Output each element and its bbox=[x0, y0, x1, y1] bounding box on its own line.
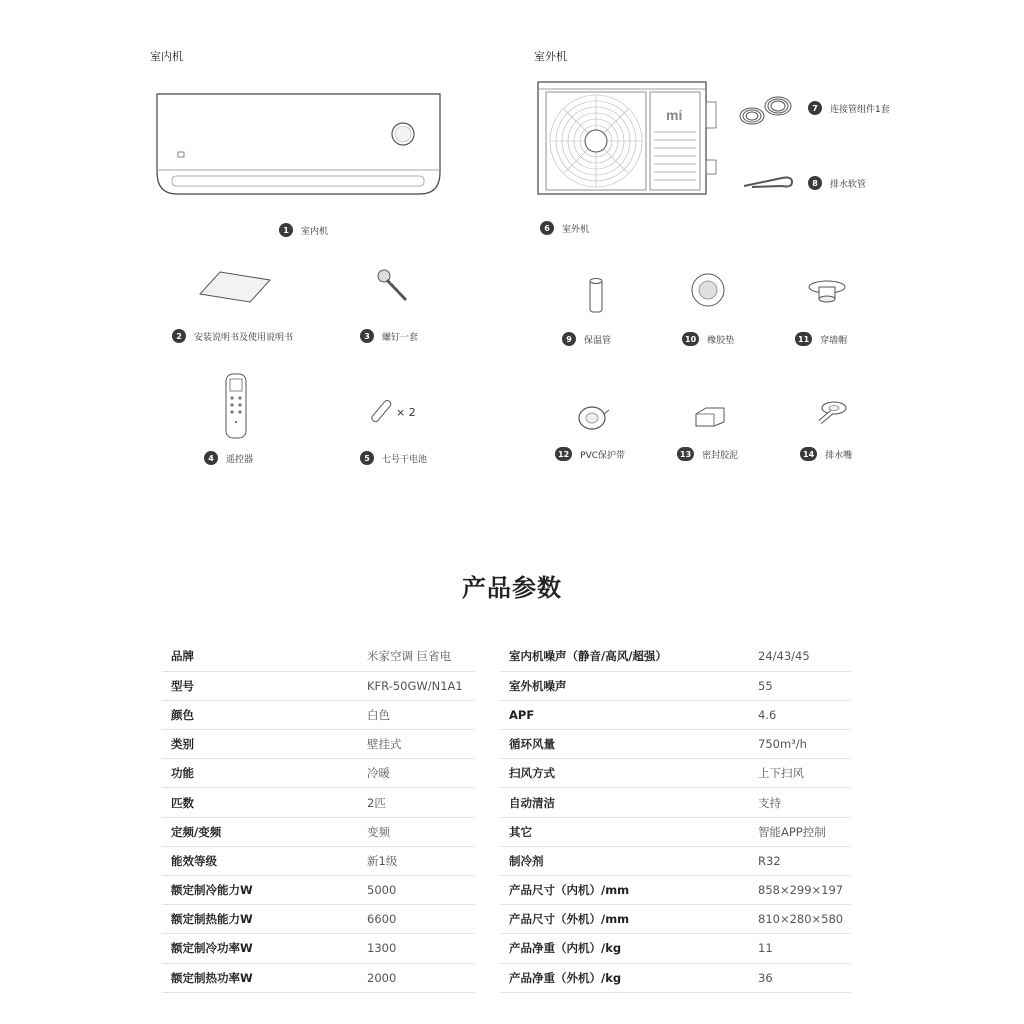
outdoor-unit-icon bbox=[534, 80, 720, 196]
param-value: 750m³/h bbox=[758, 730, 851, 759]
param-value: 米家空调 巨省电 bbox=[367, 642, 475, 671]
param-value: 支持 bbox=[758, 788, 851, 817]
item-drain-hose bbox=[808, 176, 866, 190]
param-row bbox=[162, 642, 475, 671]
param-value: 2匹 bbox=[367, 788, 475, 817]
param-row bbox=[162, 759, 475, 788]
param-row bbox=[162, 817, 475, 846]
param-value: 上下扫风 bbox=[758, 759, 851, 788]
item-rubber-pad bbox=[682, 332, 734, 346]
battery-icon bbox=[370, 398, 396, 424]
pipe-coil-icon bbox=[736, 92, 798, 130]
param-value: KFR-50GW/N1A1 bbox=[367, 671, 475, 700]
param-value: 810×280×580 bbox=[758, 905, 851, 934]
param-row bbox=[162, 963, 475, 992]
param-key: 能效等级 bbox=[162, 846, 367, 875]
param-key: 额定制热能力W bbox=[162, 905, 367, 934]
param-key: 其它 bbox=[500, 817, 758, 846]
param-key: 品牌 bbox=[162, 642, 367, 671]
param-key: APF bbox=[500, 700, 758, 729]
param-row bbox=[500, 963, 851, 992]
item-label: 七号干电池 bbox=[382, 454, 428, 465]
param-value: 变频 bbox=[367, 817, 475, 846]
item-number-badge: 11 bbox=[795, 332, 812, 346]
param-key: 类别 bbox=[162, 730, 367, 759]
item-number-badge: 3 bbox=[360, 329, 374, 343]
param-key: 额定制冷能力W bbox=[162, 876, 367, 905]
param-value: 5000 bbox=[367, 876, 475, 905]
wall-cap-icon bbox=[806, 278, 848, 306]
param-row bbox=[500, 642, 851, 671]
param-row bbox=[500, 700, 851, 729]
item-pvc-tape bbox=[555, 447, 625, 461]
pvc-tape-icon bbox=[576, 404, 610, 432]
param-value: 24/43/45 bbox=[758, 642, 851, 671]
indoor-unit-icon bbox=[154, 92, 444, 198]
param-value: 智能APP控制 bbox=[758, 817, 851, 846]
param-value: 新1级 bbox=[367, 846, 475, 875]
param-value: 36 bbox=[758, 963, 851, 992]
param-row bbox=[162, 934, 475, 963]
drain-nozzle-icon bbox=[810, 398, 850, 432]
param-row bbox=[162, 788, 475, 817]
param-key: 型号 bbox=[162, 671, 367, 700]
param-value: 858×299×197 bbox=[758, 876, 851, 905]
remote-control-icon bbox=[224, 372, 248, 440]
param-row bbox=[162, 730, 475, 759]
item-number-badge: 9 bbox=[562, 332, 576, 346]
item-label: 橡胶垫 bbox=[707, 335, 735, 346]
outdoor-brand-logo: mi bbox=[666, 107, 683, 123]
item-battery bbox=[360, 451, 427, 465]
rubber-pad-icon bbox=[690, 272, 726, 308]
param-row bbox=[162, 876, 475, 905]
param-row bbox=[500, 788, 851, 817]
item-outdoor-unit bbox=[540, 221, 589, 235]
item-label: 穿墙帽 bbox=[820, 335, 848, 346]
outdoor-section-label: 室外机 bbox=[534, 50, 567, 63]
param-value: 2000 bbox=[367, 963, 475, 992]
param-value: 11 bbox=[758, 934, 851, 963]
item-label: PVC保护带 bbox=[580, 450, 626, 461]
item-number-badge: 1 bbox=[279, 223, 293, 237]
param-row bbox=[162, 846, 475, 875]
param-key: 室外机噪声 bbox=[500, 671, 758, 700]
screw-icon bbox=[374, 266, 410, 304]
param-key: 功能 bbox=[162, 759, 367, 788]
item-wall-cap bbox=[795, 332, 847, 346]
item-number-badge: 8 bbox=[808, 176, 822, 190]
item-label: 遥控器 bbox=[226, 454, 254, 465]
item-screw-set bbox=[360, 329, 418, 343]
item-label: 螺钉一套 bbox=[382, 332, 419, 343]
param-row bbox=[500, 876, 851, 905]
param-key: 循环风量 bbox=[500, 730, 758, 759]
param-key: 产品净重（外机）/kg bbox=[500, 963, 758, 992]
sealant-icon bbox=[692, 406, 728, 428]
item-label: 保温管 bbox=[584, 335, 612, 346]
param-row bbox=[500, 934, 851, 963]
item-pipe-kit bbox=[808, 101, 890, 115]
item-label: 排水软管 bbox=[830, 179, 867, 190]
drain-hose-icon bbox=[742, 174, 796, 192]
item-label: 排水嘴 bbox=[825, 450, 853, 461]
param-key: 扫风方式 bbox=[500, 759, 758, 788]
param-key: 颜色 bbox=[162, 700, 367, 729]
param-key: 定频/变频 bbox=[162, 817, 367, 846]
param-value: 冷暖 bbox=[367, 759, 475, 788]
param-key: 制冷剂 bbox=[500, 846, 758, 875]
param-row bbox=[500, 817, 851, 846]
item-insulation-tube bbox=[562, 332, 611, 346]
insulation-tube-icon bbox=[586, 276, 606, 314]
param-row bbox=[162, 700, 475, 729]
battery-quantity: × 2 bbox=[396, 406, 416, 419]
param-key: 额定制热功率W bbox=[162, 963, 367, 992]
indoor-section-label: 室内机 bbox=[150, 50, 183, 63]
item-number-badge: 6 bbox=[540, 221, 554, 235]
item-number-badge: 4 bbox=[204, 451, 218, 465]
param-value: 白色 bbox=[367, 700, 475, 729]
param-row bbox=[500, 759, 851, 788]
param-row bbox=[162, 671, 475, 700]
item-indoor-unit bbox=[279, 223, 328, 237]
item-number-badge: 5 bbox=[360, 451, 374, 465]
item-number-badge: 12 bbox=[555, 447, 572, 461]
param-value: 55 bbox=[758, 671, 851, 700]
item-label: 密封胶泥 bbox=[702, 450, 739, 461]
item-number-badge: 10 bbox=[682, 332, 699, 346]
item-remote-control bbox=[204, 451, 253, 465]
param-key: 室内机噪声（静音/高风/超强） bbox=[500, 642, 758, 671]
item-number-badge: 14 bbox=[800, 447, 817, 461]
params-table-right bbox=[500, 642, 851, 993]
item-number-badge: 13 bbox=[677, 447, 694, 461]
item-label: 室外机 bbox=[562, 224, 590, 235]
param-value: 壁挂式 bbox=[367, 730, 475, 759]
param-row bbox=[500, 730, 851, 759]
param-key: 产品尺寸（内机）/mm bbox=[500, 876, 758, 905]
param-value: 1300 bbox=[367, 934, 475, 963]
param-key: 产品净重（内机）/kg bbox=[500, 934, 758, 963]
item-label: 安装说明书及使用说明书 bbox=[194, 332, 294, 343]
item-manual bbox=[172, 329, 293, 343]
params-title: 产品参数 bbox=[462, 574, 562, 602]
param-row bbox=[500, 671, 851, 700]
params-table-left bbox=[162, 642, 475, 993]
param-row bbox=[500, 846, 851, 875]
item-label: 连接管组件1套 bbox=[830, 104, 890, 115]
item-drain-nozzle bbox=[800, 447, 852, 461]
param-value: 4.6 bbox=[758, 700, 851, 729]
item-sealant bbox=[677, 447, 738, 461]
param-value: 6600 bbox=[367, 905, 475, 934]
manual-icon bbox=[198, 270, 274, 304]
param-value: R32 bbox=[758, 846, 851, 875]
param-key: 匹数 bbox=[162, 788, 367, 817]
param-key: 额定制冷功率W bbox=[162, 934, 367, 963]
param-row bbox=[500, 905, 851, 934]
param-key: 产品尺寸（外机）/mm bbox=[500, 905, 758, 934]
param-key: 自动清洁 bbox=[500, 788, 758, 817]
param-row bbox=[162, 905, 475, 934]
item-label: 室内机 bbox=[301, 226, 329, 237]
item-number-badge: 7 bbox=[808, 101, 822, 115]
item-number-badge: 2 bbox=[172, 329, 186, 343]
